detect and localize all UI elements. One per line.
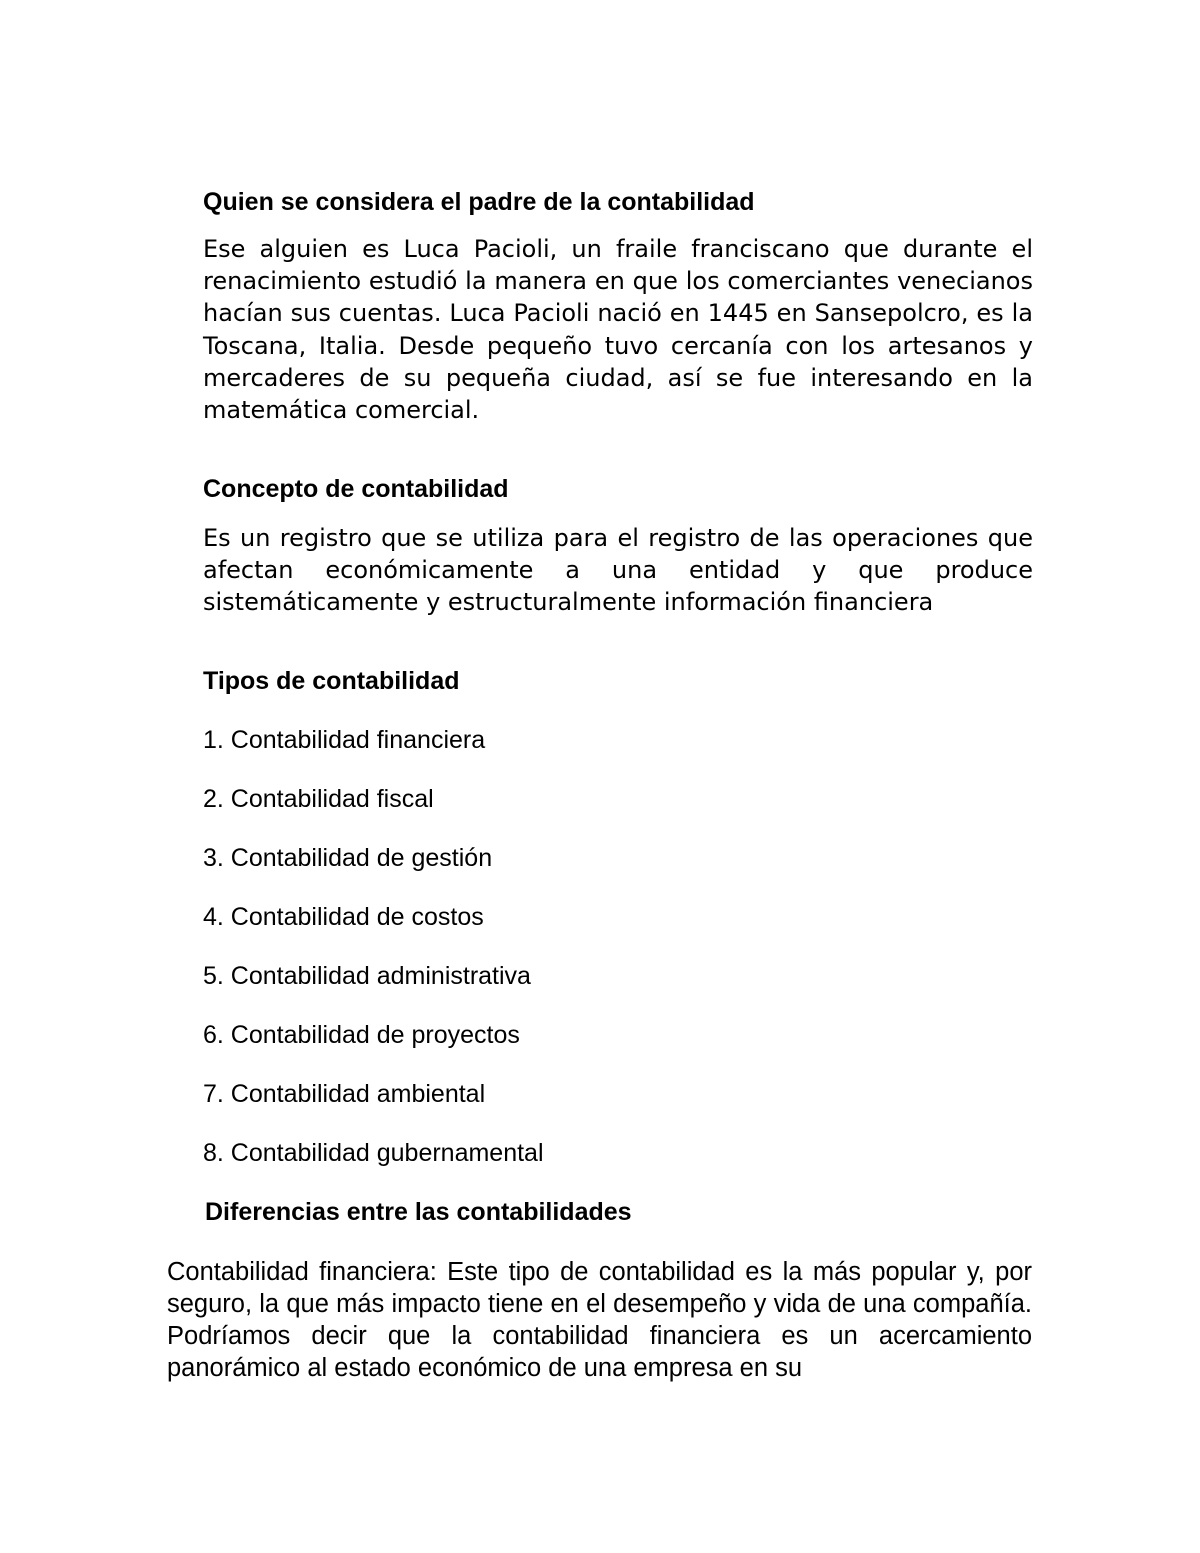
- list-item: 7. Contabilidad ambiental: [203, 1080, 486, 1108]
- list-item: 5. Contabilidad administrativa: [203, 962, 531, 990]
- heading-concepto-contabilidad: Concepto de contabilidad: [203, 475, 509, 503]
- heading-tipos-contabilidad: Tipos de contabilidad: [203, 667, 460, 695]
- list-item: 8. Contabilidad gubernamental: [203, 1139, 544, 1167]
- paragraph-contabilidad-financiera: Contabilidad financiera: Este tipo de contabilidad es la más popular y, por seguro, la que más impacto tiene en el desempeño y vida de una compañía. Podríamos decir que la contabilidad financiera es un acercamiento panorámico al estado económico de una empresa en su: [167, 1258, 1032, 1382]
- paragraph-concepto: Es un registro que se utiliza para el registro de las operaciones que afectan económicamente a una entidad y que produce sistemáticamente y estructuralmente información financiera: [203, 524, 1033, 617]
- paragraph-luca-pacioli: Ese alguien es Luca Pacioli, un fraile franciscano que durante el renacimiento estudió la manera en que los comerciantes venecianos hacían sus cuentas. Luca Pacioli nació en 1445 en Sansepolcro, es la Toscana, Italia. Desde pequeño tuvo cercanía con los artesanos y mercaderes de su pequeña ciudad, así se fue interesando en la matemática comercial.: [203, 235, 1033, 425]
- heading-diferencias: Diferencias entre las contabilidades: [205, 1198, 632, 1226]
- heading-padre-contabilidad: Quien se considera el padre de la contabilidad: [203, 188, 755, 216]
- list-item: 6. Contabilidad de proyectos: [203, 1021, 520, 1049]
- list-item: 4. Contabilidad de costos: [203, 903, 484, 931]
- tipos-list: [203, 723, 544, 1195]
- list-item: 1. Contabilidad financiera: [203, 726, 486, 754]
- list-item: 3. Contabilidad de gestión: [203, 844, 493, 872]
- list-item: 2. Contabilidad fiscal: [203, 785, 434, 813]
